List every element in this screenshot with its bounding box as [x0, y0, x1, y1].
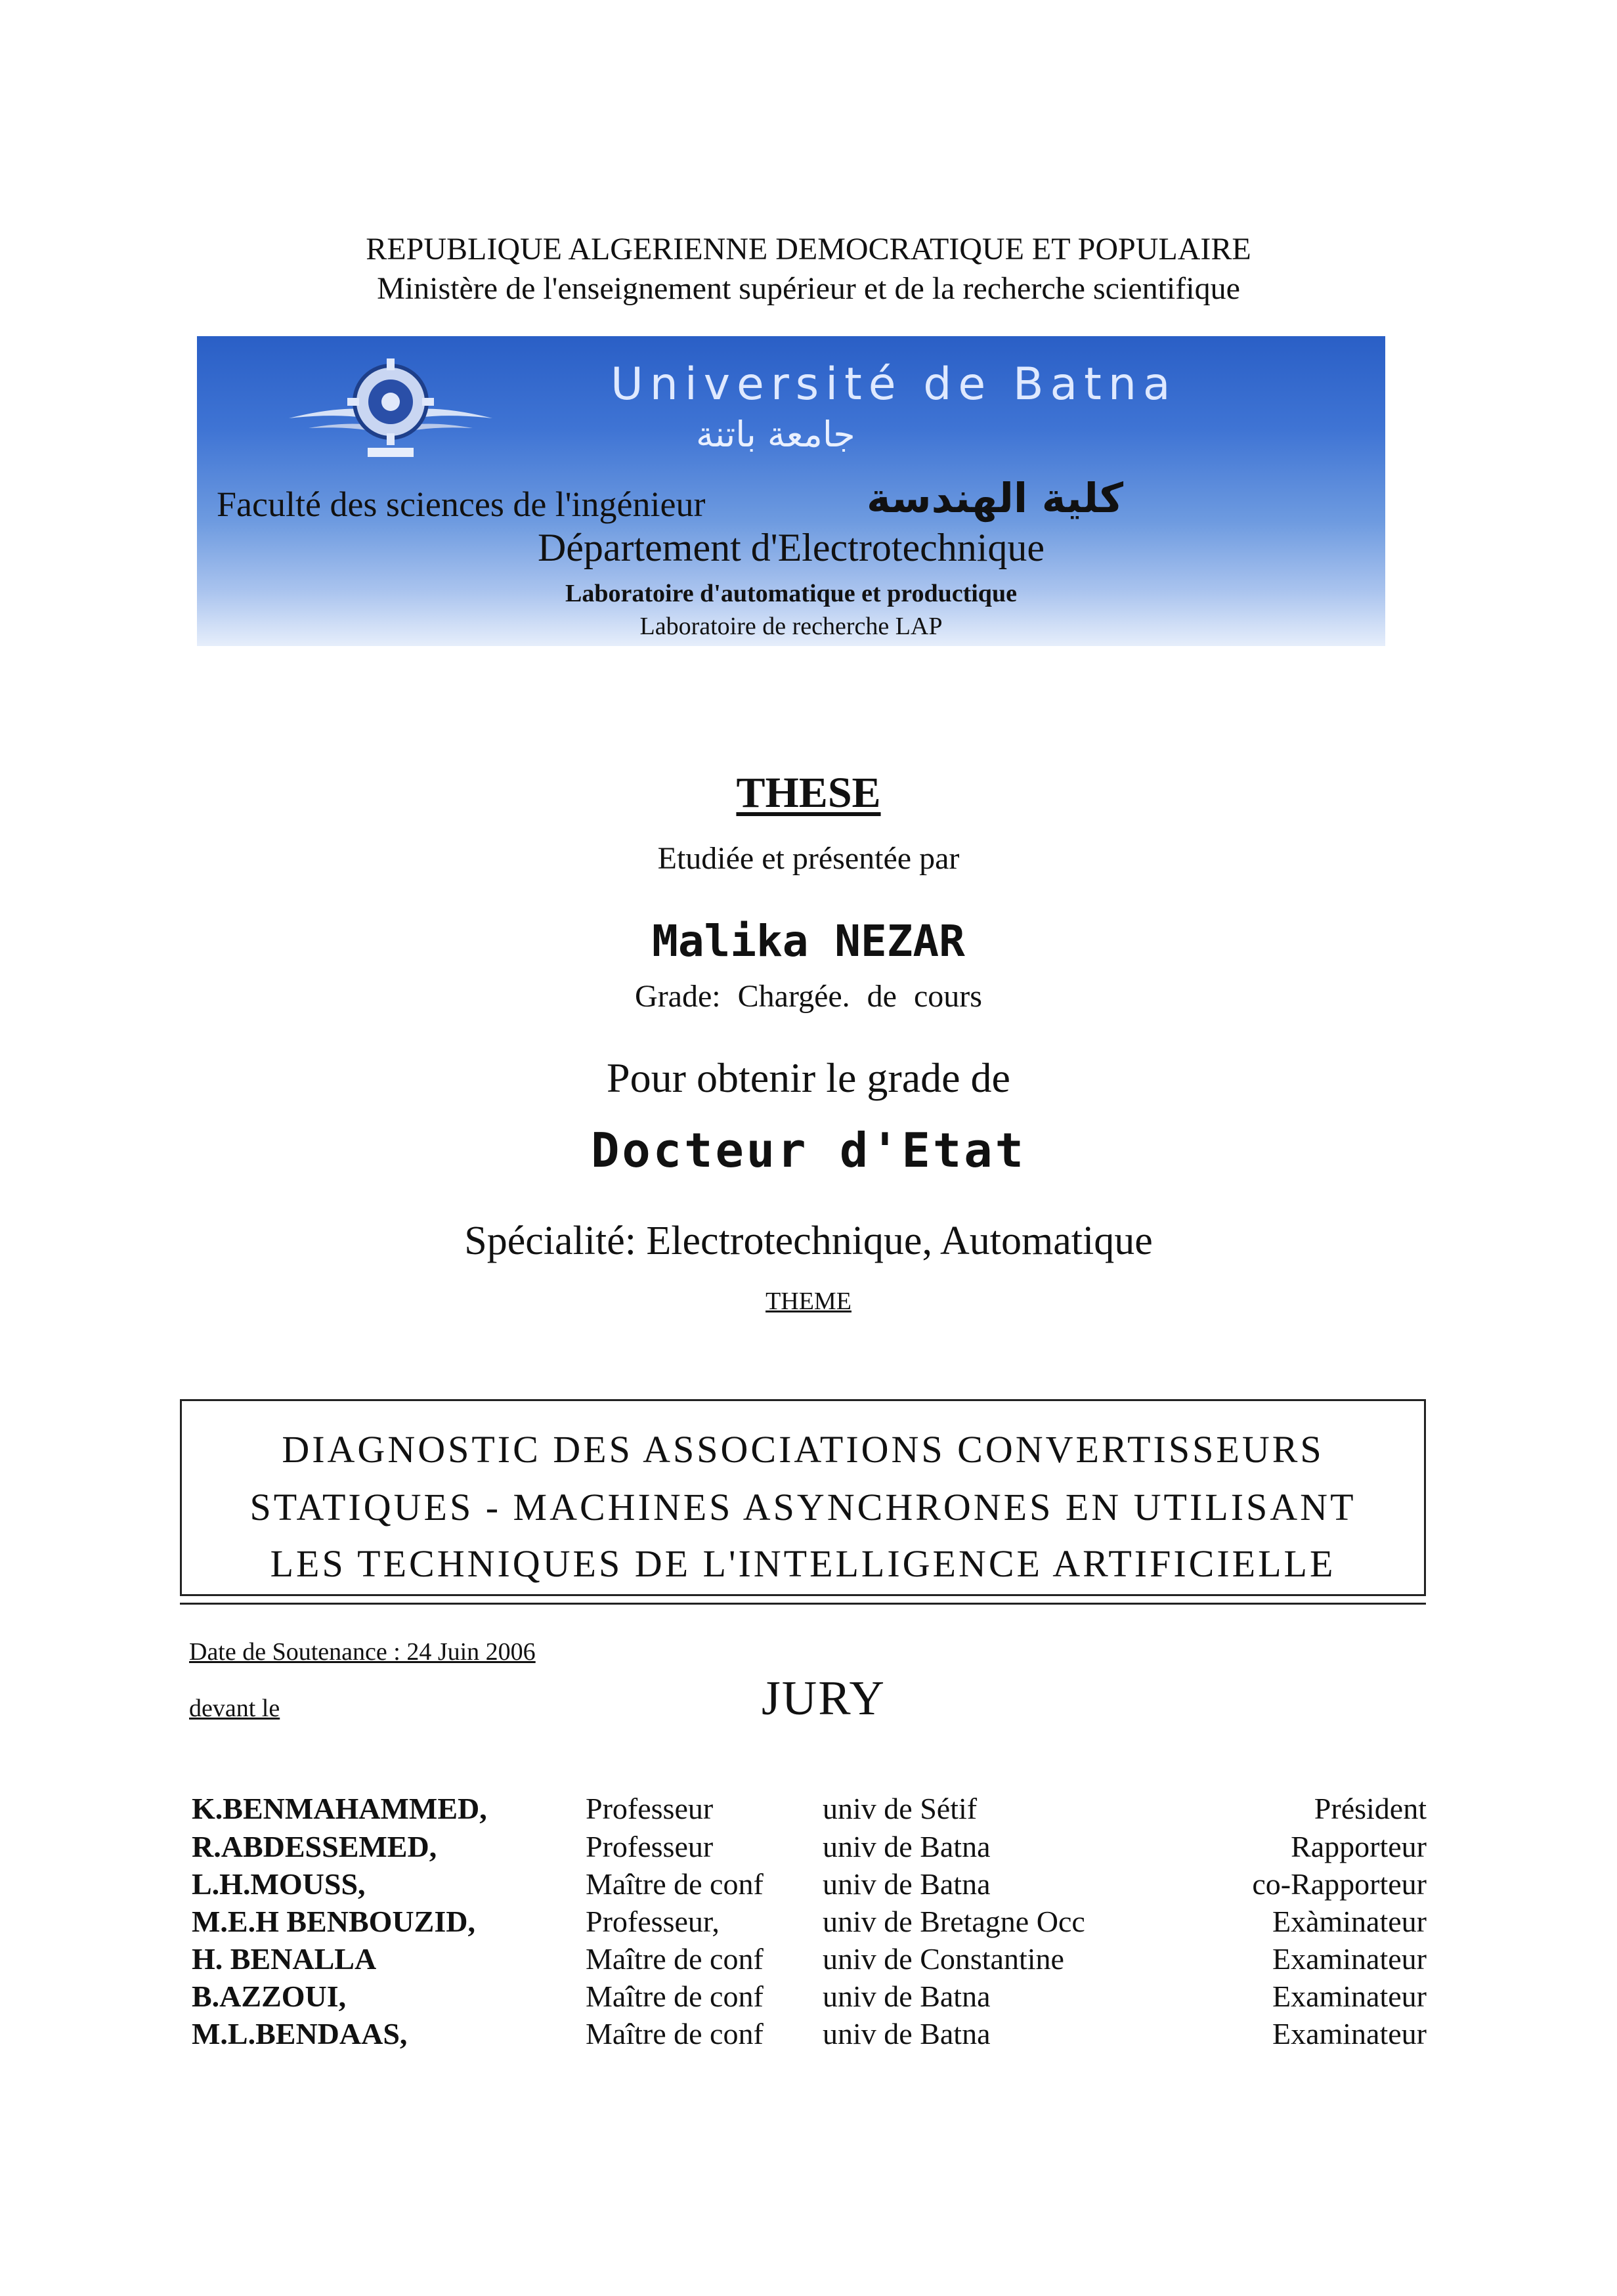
university-name-arabic: جامعة باتنة: [696, 414, 855, 455]
author-grade: Grade: Chargée. de cours: [635, 979, 982, 1014]
jury-member-university: univ de Batna: [823, 1980, 991, 2013]
department-name: Département d'Electrotechnique: [537, 526, 1045, 569]
defense-date: Date de Soutenance : 24 Juin 2006: [189, 1638, 536, 1666]
jury-member-rank: Professeur,: [586, 1905, 720, 1938]
jury-member-role: Examinateur: [1272, 1942, 1427, 1976]
jury-member-university: univ de Batna: [823, 1830, 991, 1863]
research-laboratory-name: Laboratoire de recherche LAP: [639, 613, 943, 640]
jury-member-university: univ de Constantine: [823, 1942, 1064, 1976]
thesis-title: THESE: [736, 769, 881, 817]
devant-label: devant le: [189, 1695, 280, 1722]
jury-member-name: H. BENALLA: [192, 1942, 377, 1976]
jury-member-role: Examinateur: [1272, 2017, 1427, 2050]
author-name: Malika NEZAR: [652, 916, 965, 966]
presented-by-label: Etudiée et présentée par: [657, 841, 960, 876]
faculty-name-arabic: كلية الهندسة: [867, 474, 1124, 522]
degree-title: Docteur d'Etat: [591, 1123, 1026, 1178]
jury-member-role: Président: [1314, 1792, 1427, 1825]
jury-row: [0, 2016, 1617, 2054]
jury-member-university: univ de Bretagne Occ: [823, 1905, 1085, 1938]
header-republic: REPUBLIQUE ALGERIENNE DEMOCRATIQUE ET POPULAIRE: [366, 232, 1251, 267]
jury-row: [0, 1791, 1617, 1829]
jury-member-university: univ de Batna: [823, 2017, 991, 2050]
jury-member-name: M.L.BENDAAS,: [192, 2017, 408, 2050]
jury-member-name: K.BENMAHAMMED,: [192, 1792, 487, 1825]
topic-box-underline: [180, 1603, 1426, 1605]
jury-member-name: L.H.MOUSS,: [192, 1867, 366, 1901]
jury-member-role: co-Rapporteur: [1252, 1867, 1427, 1901]
jury-member-name: B.AZZOUI,: [192, 1980, 347, 2013]
jury-row: [0, 1829, 1617, 1867]
jury-member-rank: Professeur: [586, 1792, 714, 1825]
jury-row: [0, 1904, 1617, 1942]
theme-label: THEME: [765, 1288, 852, 1315]
faculty-name-french: Faculté des sciences de l'ingénieur: [217, 485, 706, 524]
university-name-latin: Université de Batna: [611, 358, 1177, 410]
university-emblem-icon: [282, 356, 499, 461]
jury-member-university: univ de Batna: [823, 1867, 991, 1901]
jury-member-role: Examinateur: [1272, 1980, 1427, 2013]
thesis-topic-box: [180, 1399, 1426, 1596]
jury-member-rank: Maître de conf: [586, 1867, 764, 1901]
jury-member-role: Exàminateur: [1272, 1905, 1427, 1938]
jury-row: [0, 1867, 1617, 1905]
jury-member-rank: Maître de conf: [586, 2017, 764, 2050]
jury-member-name: M.E.H BENBOUZID,: [192, 1905, 475, 1938]
jury-row: [0, 1979, 1617, 2017]
speciality: Spécialité: Electrotechnique, Automatique: [464, 1219, 1153, 1263]
topic-line-1: DIAGNOSTIC DES ASSOCIATIONS CONVERTISSEURS: [282, 1428, 1324, 1471]
jury-member-university: univ de Sétif: [823, 1792, 978, 1825]
header-ministry: Ministère de l'enseignement supérieur et de la recherche scientifique: [377, 271, 1240, 306]
jury-member-rank: Maître de conf: [586, 1980, 764, 2013]
jury-row: [0, 1941, 1617, 1980]
laboratory-name: Laboratoire d'automatique et productique: [565, 580, 1017, 607]
degree-intro: Pour obtenir le grade de: [607, 1054, 1010, 1101]
university-banner: [197, 336, 1385, 646]
jury-title: JURY: [762, 1672, 886, 1725]
jury-member-role: Rapporteur: [1291, 1830, 1427, 1863]
topic-line-3: LES TECHNIQUES DE L'INTELLIGENCE ARTIFICIELLE: [270, 1542, 1336, 1585]
jury-member-rank: Maître de conf: [586, 1942, 764, 1976]
jury-member-name: R.ABDESSEMED,: [192, 1830, 437, 1863]
jury-member-rank: Professeur: [586, 1830, 714, 1863]
topic-line-2: STATIQUES - MACHINES ASYNCHRONES EN UTILISANT: [249, 1486, 1356, 1528]
